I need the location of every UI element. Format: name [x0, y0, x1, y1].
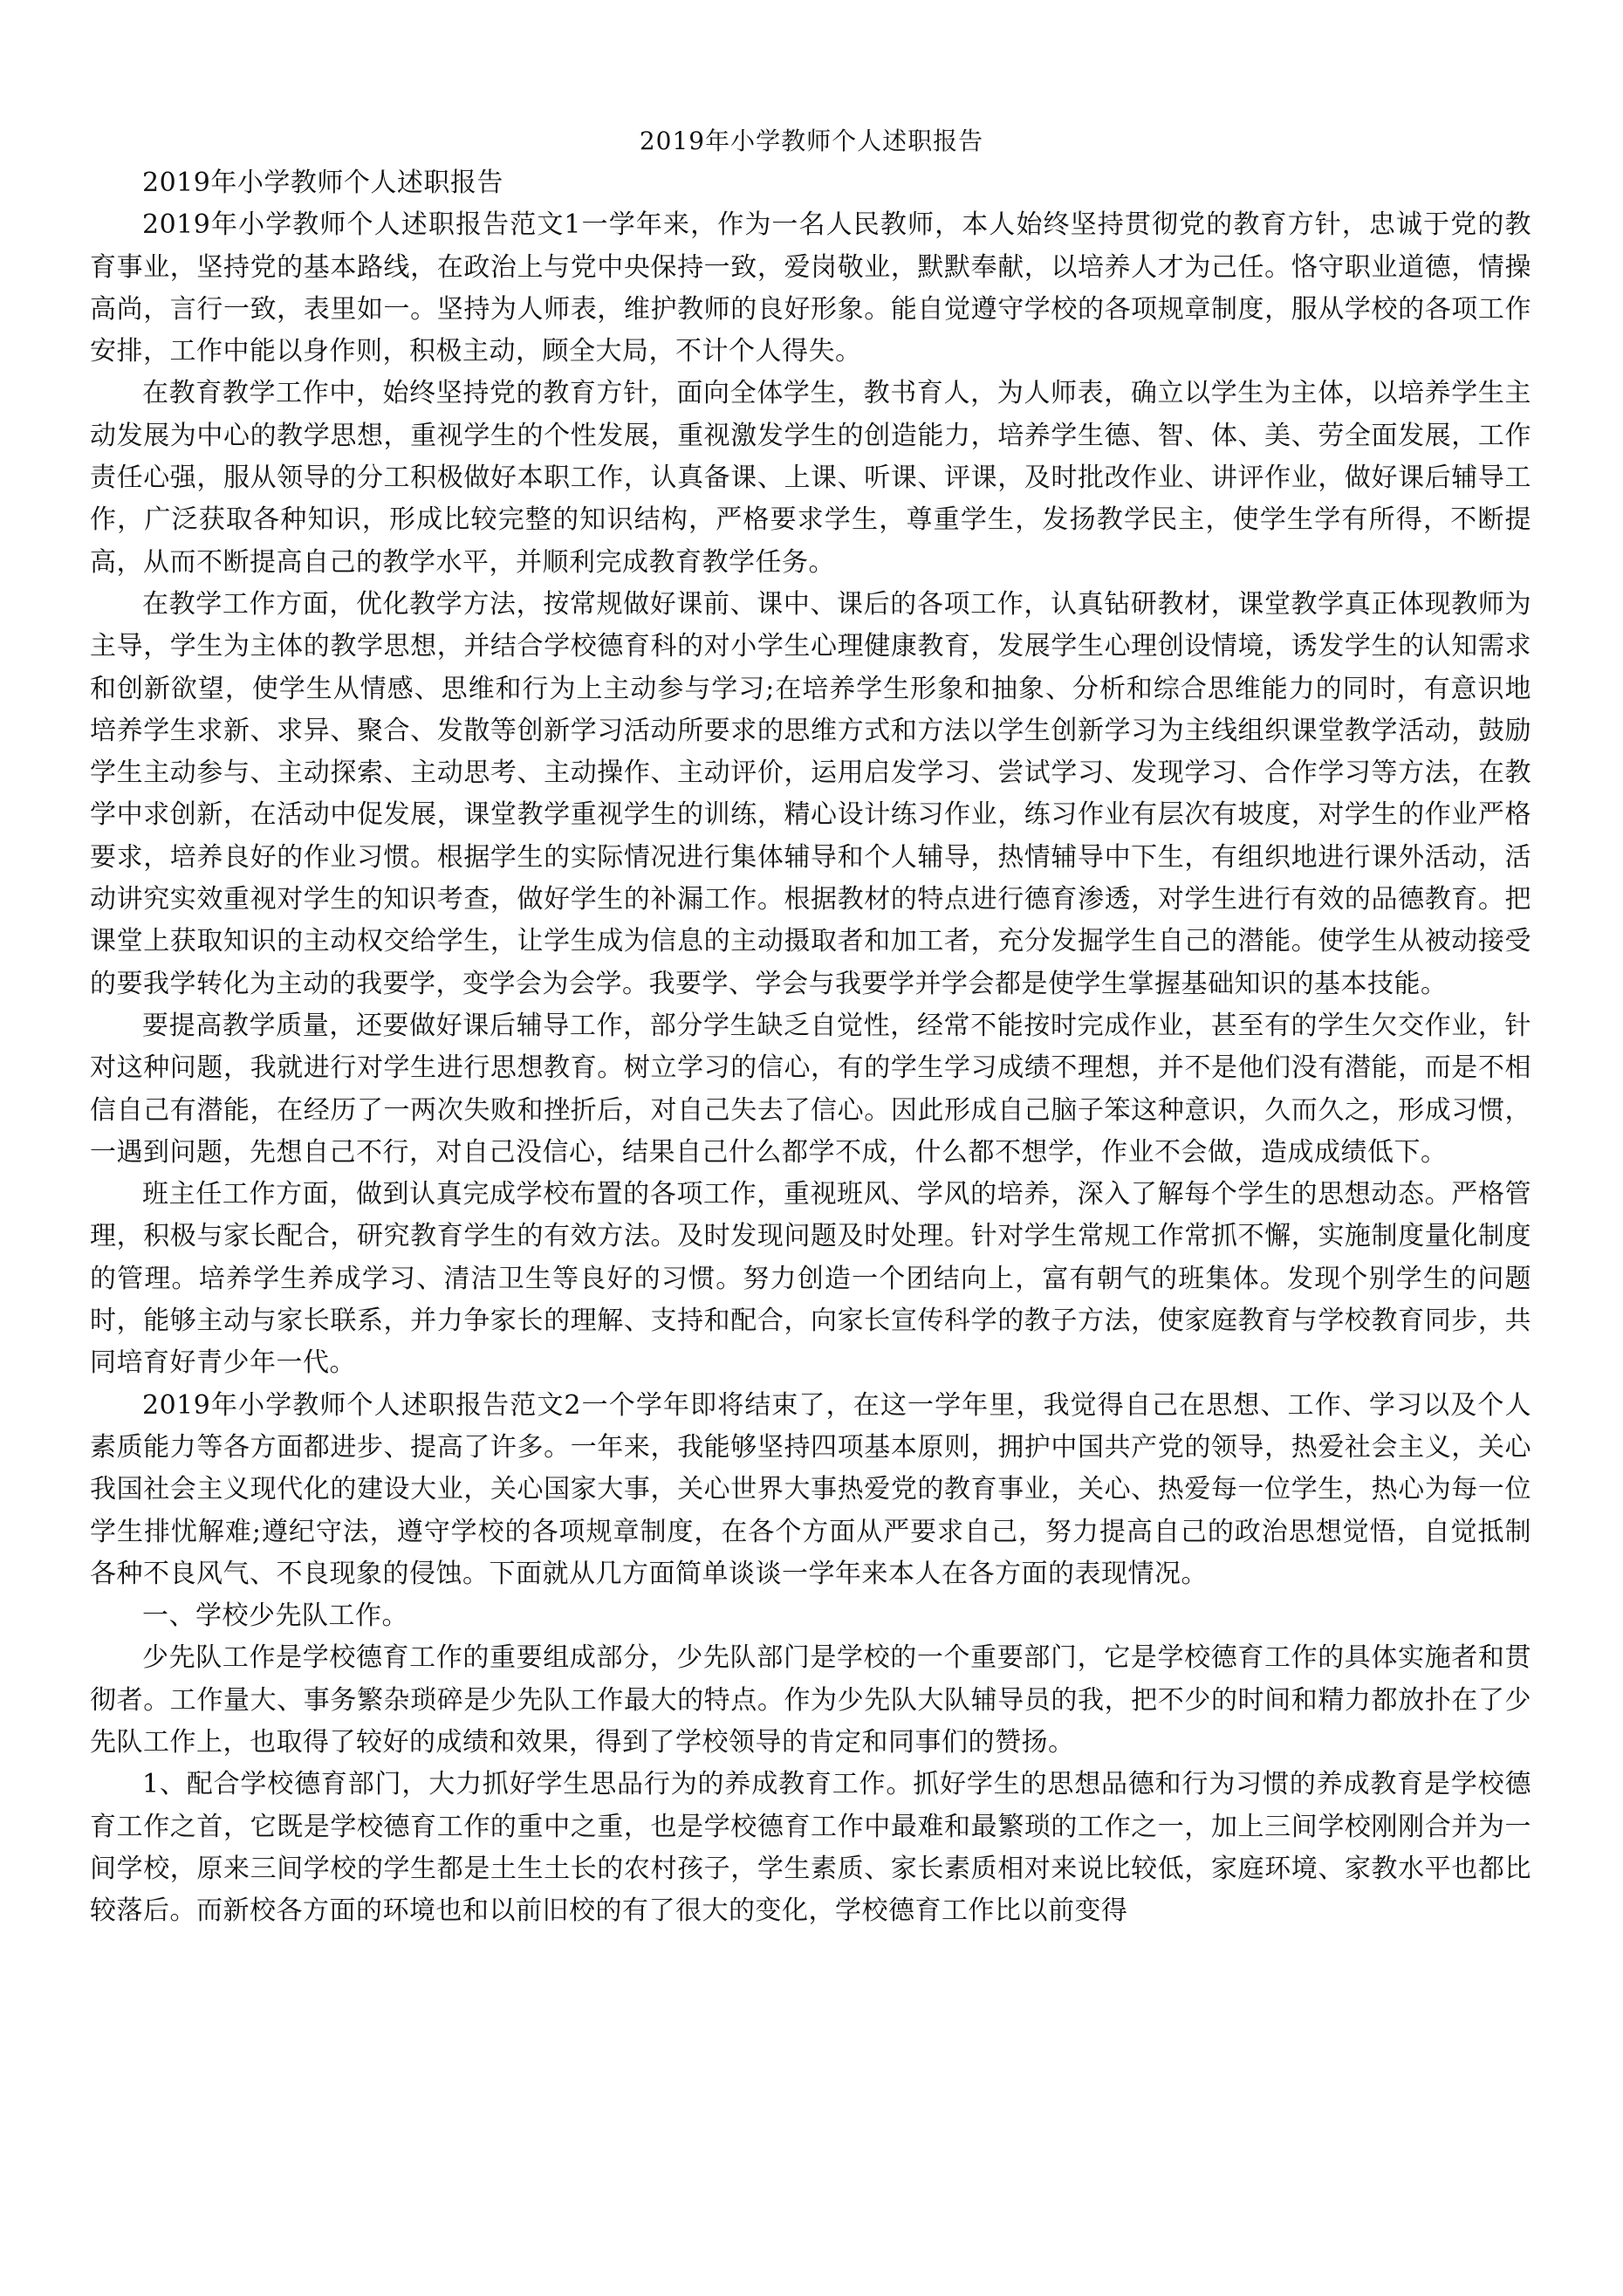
body-paragraph: 少先队工作是学校德育工作的重要组成部分，少先队部门是学校的一个重要部门，它是学校德育工作的具体实施者和贯彻者。工作量大、事务繁杂琐碎是少先队工作最大的特点。作为少先队大队辅导员的我，把不少的时间和精力都放扑在了少先队工作上，也取得了较好的成绩和效果，得到了学校领导的肯定和同事们的赞扬。: [90, 1642, 1531, 1758]
body-paragraph: 在教育教学工作中，始终坚持党的教育方针，面向全体学生，教书育人，为人师表，确立以学生为主体，以培养学生主动发展为中心的教学思想，重视学生的个性发展，重视激发学生的创造能力，培养学生德、智、体、美、劳全面发展，工作责任心强，服从领导的分工积极做好本职工作，认真备课、上课、听课、评课，及时批改作业、讲评作业，做好课后辅导工作，广泛获取各种知识，形成比较完整的知识结构，严格要求学生，尊重学生，发扬教学民主，使学生学有所得，不断提高，从而不断提高自己的教学水平，并顺利完成教育教学任务。: [90, 378, 1531, 578]
document-body: [90, 162, 1531, 1932]
body-paragraph: 班主任工作方面，做到认真完成学校布置的各项工作，重视班风、学风的培养，深入了解每个学生的思想动态。严格管理，积极与家长配合，研究教育学生的有效方法。及时发现问题及时处理。针对学生常规工作常抓不懈，实施制度量化制度的管理。培养学生养成学习、清洁卫生等良好的习惯。努力创造一个团结向上，富有朝气的班集体。发现个别学生的问题时，能够主动与家长联系，并力争家长的理解、支持和配合，向家长宣传科学的教子方法，使家庭教育与学校教育同步，共同培育好青少年一代。: [90, 1179, 1531, 1379]
subtitle-paragraph: 2019年小学教师个人述职报告: [142, 168, 503, 198]
body-paragraph: 2019年小学教师个人述职报告范文1一学年来，作为一名人民教师，本人始终坚持贯彻党的教育方针，忠诚于党的教育事业，坚持党的基本路线，在政治上与党中央保持一致，爱岗敬业，默默奉献，以培养人才为己任。恪守职业道德，情操高尚，言行一致，表里如一。坚持为人师表，维护教师的良好形象。能自觉遵守学校的各项规章制度，服从学校的各项工作安排，工作中能以身作则，积极主动，顾全大局，不计个人得失。: [90, 209, 1531, 367]
body-paragraph: 要提高教学质量，还要做好课后辅导工作，部分学生缺乏自觉性，经常不能按时完成作业，甚至有的学生欠交作业，针对这种问题，我就进行对学生进行思想教育。树立学习的信心，有的学生学习成绩不理想，并不是他们没有潜能，而是不相信自己有潜能，在经历了一两次失败和挫折后，对自己失去了信心。因此形成自己脑子笨这种意识，久而久之，形成习惯，一遇到问题，先想自己不行，对自己没信心，结果自己什么都学不成，什么都不想学，作业不会做，造成成绩低下。: [90, 1010, 1531, 1168]
body-paragraph: 2019年小学教师个人述职报告范文2一个学年即将结束了，在这一学年里，我觉得自己在思想、工作、学习以及个人素质能力等各方面都进步、提高了许多。一年来，我能够坚持四项基本原则，拥护中国共产党的领导，热爱社会主义，关心我国社会主义现代化的建设大业，关心国家大事，关心世界大事热爱党的教育事业，关心、热爱每一位学生，热心为每一位学生排忧解难;遵纪守法，遵守学校的各项规章制度，在各个方面从严要求自己，努力提高自己的政治思想觉悟，自觉抵制各种不良风气、不良现象的侵蚀。下面就从几方面简单谈谈一学年来本人在各方面的表现情况。: [90, 1389, 1531, 1589]
body-paragraph: 1、配合学校德育部门，大力抓好学生思品行为的养成教育工作。抓好学生的思想品德和行为习惯的养成教育是学校德育工作之首，它既是学校德育工作的重中之重，也是学校德育工作中最难和最繁琐的工作之一，加上三间学校刚刚合并为一间学校，原来三间学校的学生都是土生土长的农村孩子，学生素质、家长素质相对来说比较低，家庭环境、家教水平也都比较落后。而新校各方面的环境也和以前旧校的有了很大的变化，学校德育工作比以前变得: [90, 1769, 1531, 1927]
document-title: 2019年小学教师个人述职报告: [639, 127, 984, 155]
body-paragraph: 在教学工作方面，优化教学方法，按常规做好课前、课中、课后的各项工作，认真钻研教材，课堂教学真正体现教师为主导，学生为主体的教学思想，并结合学校德育科的对小学生心理健康教育，发展学生心理创设情境，诱发学生的认知需求和创新欲望，使学生从情感、思维和行为上主动参与学习;在培养学生形象和抽象、分析和综合思维能力的同时，有意识地培养学生求新、求异、聚合、发散等创新学习活动所要求的思维方式和方法以学生创新学习为主线组织课堂教学活动，鼓励学生主动参与、主动探索、主动思考、主动操作、主动评价，运用启发学习、尝试学习、发现学习、合作学习等方法，在教学中求创新，在活动中促发展，课堂教学重视学生的训练，精心设计练习作业，练习作业有层次有坡度，对学生的作业严格要求，培养良好的作业习惯。根据学生的实际情况进行集体辅导和个人辅导，热情辅导中下生，有组织地进行课外活动，活动讲究实效重视对学生的知识考查，做好学生的补漏工作。根据教材的特点进行德育渗透，对学生进行有效的品德教育。把课堂上获取知识的主动权交给学生，让学生成为信息的主动摄取者和加工者，充分发掘学生自己的潜能。使学生从被动接受的要我学转化为主动的我要学，变学会为会学。我要学、学会与我要学并学会都是使学生掌握基础知识的基本技能。: [90, 588, 1531, 999]
section-heading: 一、学校少先队工作。: [142, 1600, 408, 1632]
